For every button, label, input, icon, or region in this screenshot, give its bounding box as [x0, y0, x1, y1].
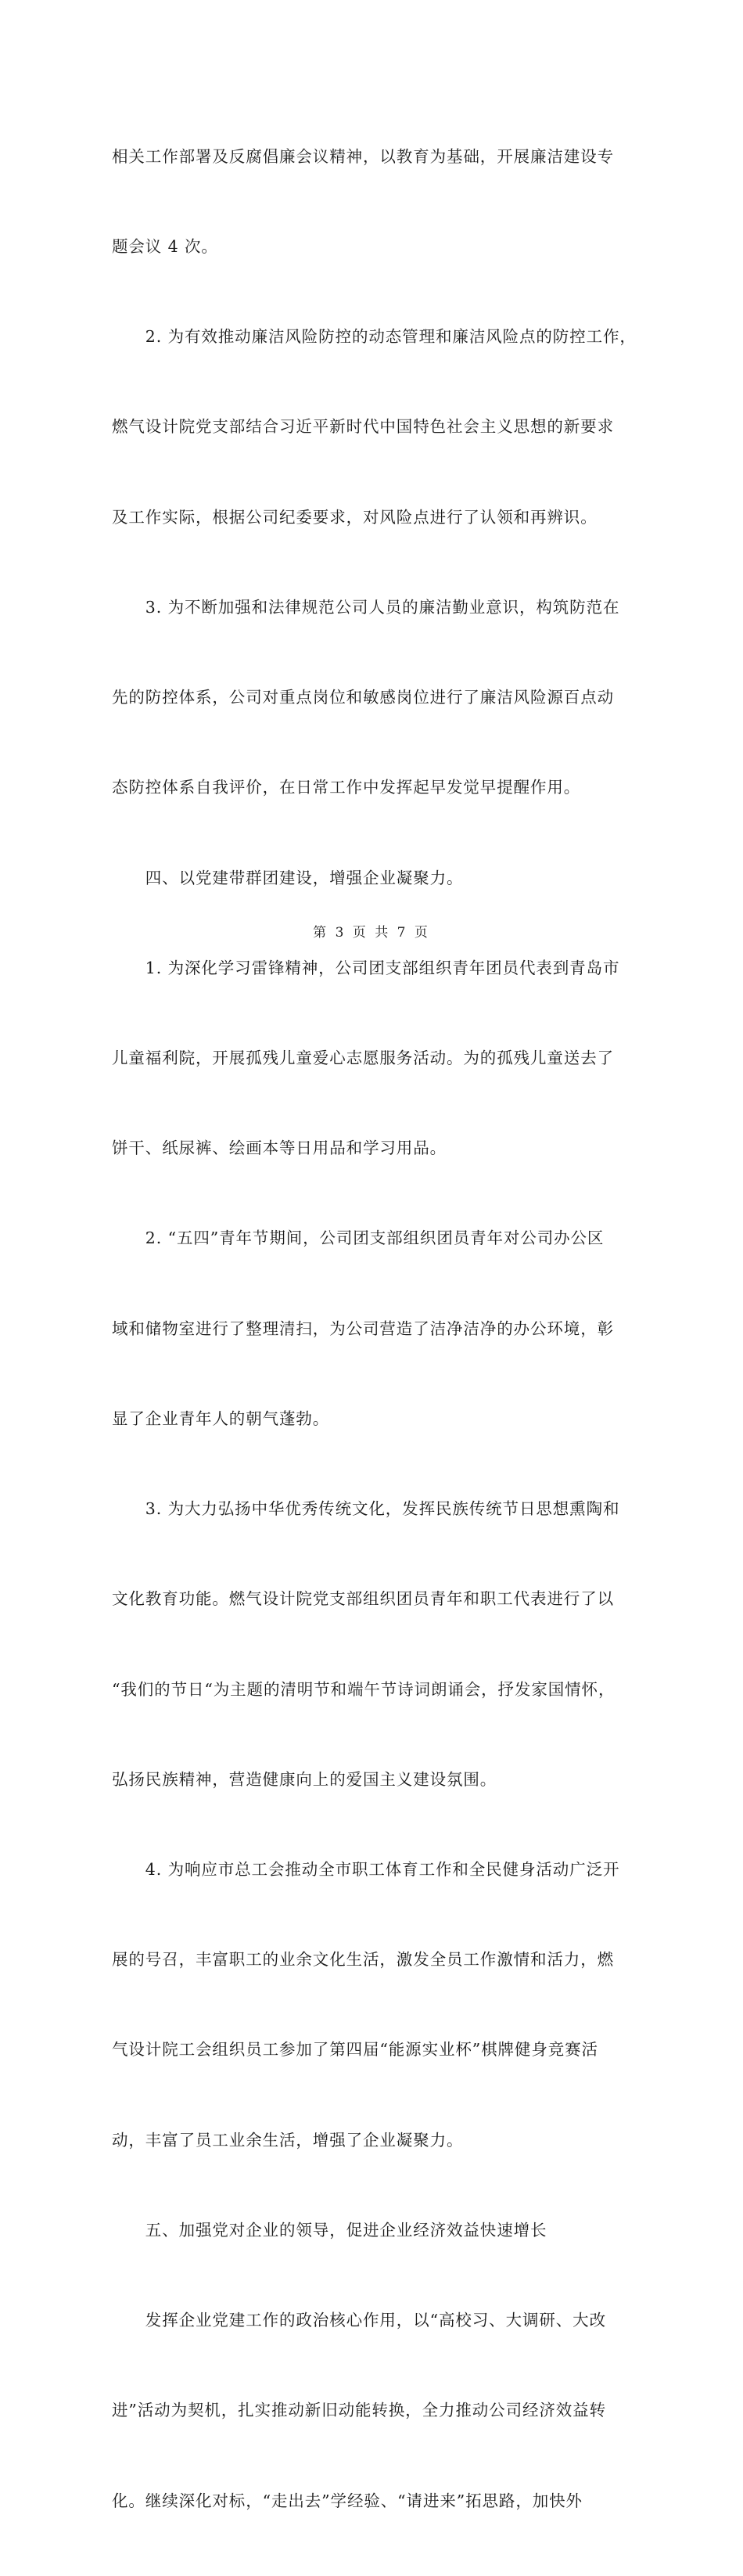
text-line: 先的防控体系，公司对重点岗位和敏感岗位进行了廉洁风险源百点动: [112, 688, 614, 707]
page-number-footer: 第 3 页 共 7 页: [313, 925, 430, 941]
text-line: 4. 为响应市总工会推动全市职工体育工作和全民健身活动广泛开: [112, 1859, 620, 1879]
text-line: 相关工作部署及反腐倡廉会议精神，以教育为基础，开展廉洁建设专: [112, 146, 614, 166]
text-line: 3. 为大力弘扬中华优秀传统文化，发挥民族传统节日思想熏陶和: [112, 1499, 620, 1519]
text-line: 文化教育功能。燃气设计院党支部组织团员青年和职工代表进行了以: [112, 1589, 614, 1609]
text-line: 动，丰富了员工业余生活，增强了企业凝聚力。: [112, 2130, 464, 2150]
text-line: 展的号召，丰富职工的业余文化生活，激发全员工作激情和活力，燃: [112, 1950, 614, 1970]
section-heading: 五、加强党对企业的领导，促进企业经济效益快速增长: [112, 2220, 547, 2240]
text-line: 1. 为深化学习雷锋精神，公司团支部组织青年团员代表到青岛市: [112, 958, 620, 977]
text-line: 及工作实际，根据公司纪委要求，对风险点进行了认领和再辨识。: [112, 507, 598, 527]
text-line: 气设计院工会组织员工参加了第四届“能源实业杯”棋牌健身竞赛活: [112, 2040, 598, 2060]
text-line: 题会议 4 次。: [112, 237, 218, 257]
text-line: 燃气设计院党支部结合习近平新时代中国特色社会主义思想的新要求: [112, 417, 614, 437]
text-line: 2. “五四”青年节期间，公司团支部组织团员青年对公司办公区: [112, 1229, 605, 1248]
body-text: [112, 81, 651, 2576]
text-line: 化。继续深化对标，“走出去”学经验、“请进来”拓思路，加快外: [112, 2491, 583, 2510]
text-line: 儿童福利院，开展孤残儿童爱心志愿服务活动。为的孤残儿童送去了: [112, 1049, 614, 1067]
text-line: 饼干、纸尿裤、绘画本等日用品和学习用品。: [112, 1139, 447, 1158]
text-line: 弘扬民族精神，营造健康向上的爱国主义建设氛围。: [112, 1769, 497, 1789]
text-line: 3. 为不断加强和法律规范公司人员的廉洁勤业意识，构筑防范在: [112, 597, 620, 617]
section-heading: 四、以党建带群团建设，增强企业凝聚力。: [112, 868, 464, 887]
text-line: 显了企业青年人的朝气蓬勃。: [112, 1409, 330, 1428]
paragraph-text: [112, 81, 651, 2576]
text-line: 进”活动为契机，扎实推动新旧动能转换，全力推动公司经济效益转: [112, 2401, 606, 2420]
text-line: 态防控体系自我评价，在日常工作中发挥起早发觉早提醒作用。: [112, 778, 581, 797]
text-line: 发挥企业党建工作的政治核心作用，以“高校习、大调研、大改: [112, 2311, 606, 2330]
text-line: 域和储物室进行了整理清扫，为公司营造了洁净洁净的办公环境，彰: [112, 1319, 614, 1338]
text-line: 2. 为有效推动廉洁风险防控的动态管理和廉洁风险点的防控工作，: [112, 327, 637, 347]
text-line: “我们的节日“为主题的清明节和端午节诗词朗诵会，抒发家国情怀，: [112, 1679, 616, 1699]
